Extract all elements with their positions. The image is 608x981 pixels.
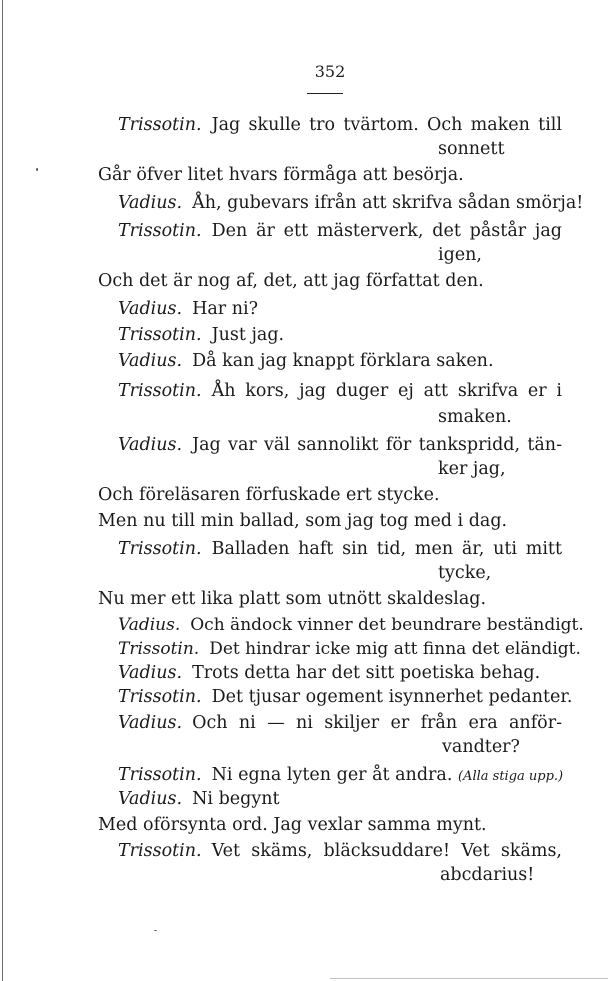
- line-text: Då kan jag knappt förklara saken.: [192, 351, 494, 371]
- speaker-name: Trissotin.: [118, 539, 202, 559]
- line-text: Har ni?: [192, 299, 258, 319]
- line-text: Ni begynt: [192, 789, 280, 809]
- line-text: Det hindrar icke mig att finna det eländigt.: [209, 639, 581, 659]
- line-text: abcdarius!: [440, 865, 535, 885]
- line-text: Trots detta har det sitt poetiska behag.: [192, 663, 541, 683]
- line-text: smaken.: [438, 407, 512, 427]
- dialogue-line: [118, 614, 584, 636]
- dialogue-line: [118, 324, 284, 346]
- line-text: Det tjusar ogement isynnerhet pedanter.: [211, 687, 573, 707]
- speaker-name: Vadius.: [118, 663, 183, 683]
- dialogue-line: [118, 298, 258, 320]
- line-text: Vet skäms, bläcksuddare! Vet skäms,: [211, 841, 562, 861]
- dialogue-line: [118, 662, 540, 684]
- dialogue-line: [438, 138, 504, 160]
- line-text: Ni egna lyten ger åt andra.: [211, 765, 453, 785]
- line-text: Den är ett mästerverk, det påstår jag: [211, 221, 562, 241]
- dialogue-line: [438, 406, 512, 428]
- line-text: Åh, gubevars ifrån att skrifva sådan smörja!: [192, 193, 584, 213]
- line-text: Jag skulle tro tvärtom. Och maken till: [211, 115, 562, 135]
- dialogue-line: [118, 434, 562, 456]
- dialogue-line: [118, 192, 583, 214]
- speaker-name: Trissotin.: [118, 687, 202, 707]
- dialogue-line: [98, 588, 486, 610]
- speaker-name: Vadius.: [118, 299, 183, 319]
- dialogue-line: [118, 220, 562, 242]
- speaker-name: Trissotin.: [118, 639, 200, 659]
- line-text: Och det är nog af, det, att jag författat den.: [98, 271, 484, 291]
- line-text: Åh kors, jag duger ej att skrifva er i: [211, 381, 562, 401]
- speaker-name: Trissotin.: [118, 221, 202, 241]
- dialogue-line: [98, 484, 440, 506]
- ink-speck: [36, 168, 38, 171]
- page-edge-bottom: [330, 978, 608, 979]
- line-text: Balladen haft sin tid, men är, uti mitt: [211, 539, 562, 559]
- line-text: igen,: [438, 245, 482, 265]
- dialogue-line: [118, 114, 562, 136]
- line-text: Och ändock vinner det beundrare beständigt.: [190, 615, 584, 635]
- speaker-name: Vadius.: [118, 713, 183, 733]
- speaker-name: Trissotin.: [118, 325, 202, 345]
- line-text: Med oförsynta ord. Jag vexlar samma mynt.: [98, 815, 487, 835]
- page-number: 352: [314, 62, 346, 81]
- ink-speck: [154, 930, 157, 931]
- dialogue-line: [438, 458, 506, 480]
- speaker-name: Trissotin.: [118, 765, 202, 785]
- line-text: Men nu till min ballad, som jag tog med i dag.: [98, 511, 508, 531]
- speaker-name: Trissotin.: [118, 115, 202, 135]
- line-text: ker jag,: [438, 459, 506, 479]
- dialogue-line: [98, 510, 507, 532]
- dialogue-line: [118, 788, 280, 810]
- speaker-name: Vadius.: [118, 615, 181, 635]
- dialogue-line: [118, 638, 581, 660]
- dialogue-line: [440, 864, 534, 886]
- line-text: tycke,: [438, 563, 492, 583]
- line-text: Jag var väl sannolikt för tankspridd, tän-: [192, 435, 562, 455]
- line-text: sonnett: [438, 139, 505, 159]
- dialogue-line: [438, 244, 482, 266]
- page-edge-left: [2, 0, 3, 981]
- dialogue-line: [438, 562, 491, 584]
- line-text: vandter?: [442, 737, 520, 757]
- dialogue-line: [118, 538, 562, 560]
- dialogue-line: [98, 814, 487, 836]
- dialogue-line: [98, 270, 484, 292]
- speaker-name: Vadius.: [118, 435, 183, 455]
- speaker-name: Trissotin.: [118, 841, 202, 861]
- dialogue-line: [118, 764, 563, 788]
- speaker-name: Vadius.: [118, 193, 183, 213]
- dialogue-line: [118, 380, 562, 402]
- line-text: Nu mer ett lika platt som utnött skaldeslag.: [98, 589, 487, 609]
- speaker-name: Trissotin.: [118, 381, 202, 401]
- dialogue-line: [118, 350, 494, 372]
- line-text: Går öfver litet hvars förmåga att besörja.: [98, 165, 464, 185]
- stage-direction: (Alla stiga upp.): [457, 769, 564, 784]
- line-text: Och föreläsaren förfuskade ert stycke.: [98, 485, 440, 505]
- page-number-rule: [307, 93, 343, 94]
- speaker-name: Vadius.: [118, 351, 183, 371]
- dialogue-line: [118, 686, 572, 708]
- dialogue-line: [442, 736, 520, 758]
- dialogue-line: [118, 840, 562, 862]
- dialogue-line: [118, 712, 562, 734]
- dialogue-line: [98, 164, 464, 186]
- line-text: Och ni — ni skiljer er från era anför-: [192, 713, 562, 733]
- line-text: Just jag.: [211, 325, 285, 345]
- speaker-name: Vadius.: [118, 789, 183, 809]
